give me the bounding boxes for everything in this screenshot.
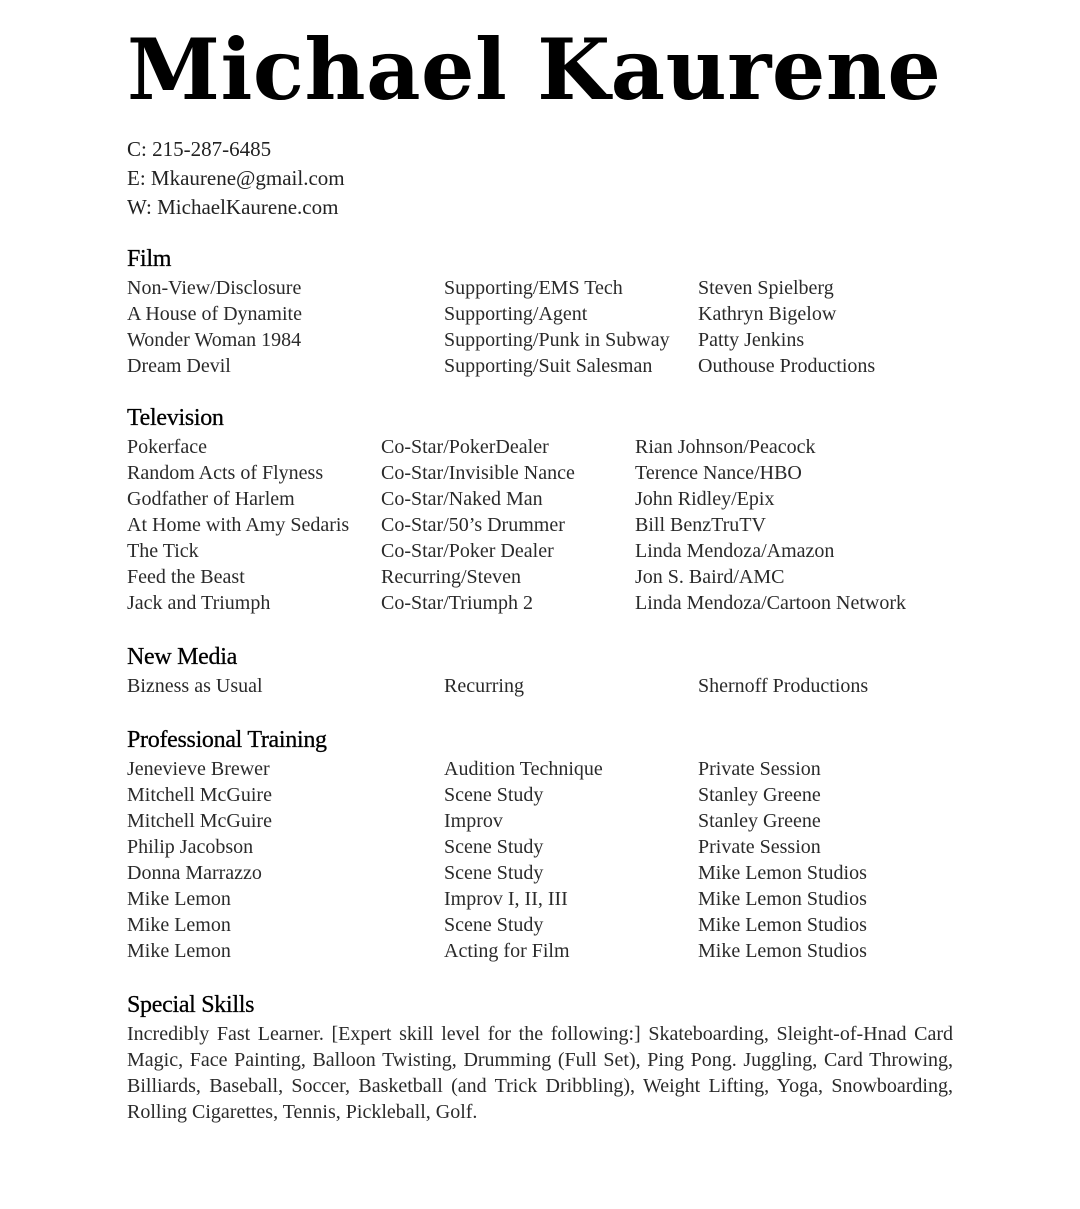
credit-row — [127, 327, 957, 353]
credit-role: Supporting/Agent — [444, 303, 588, 325]
credit-title: Mike Lemon — [127, 888, 231, 910]
credit-title: At Home with Amy Sedaris — [127, 514, 350, 536]
credit-role: Recurring — [444, 675, 524, 697]
section-heading-skills: Special Skills — [127, 992, 255, 1018]
training-section — [127, 725, 957, 964]
section-heading-television: Television — [127, 405, 224, 431]
credit-row — [127, 756, 957, 782]
credit-role: Co-Star/Poker Dealer — [381, 540, 554, 562]
credit-role: Co-Star/Triumph 2 — [381, 592, 534, 614]
credit-row — [127, 782, 957, 808]
credit-title: Dream Devil — [127, 355, 231, 377]
credit-title: Jack and Triumph — [127, 592, 271, 614]
credit-title: Donna Marrazzo — [127, 862, 262, 884]
credit-title: Wonder Woman 1984 — [127, 329, 302, 351]
television-credits — [127, 434, 957, 616]
credit-row — [127, 808, 957, 834]
credit-director: Mike Lemon Studios — [698, 888, 867, 910]
credit-title: Random Acts of Flyness — [127, 462, 324, 484]
credit-director: Shernoff Productions — [698, 675, 869, 697]
credit-director: Kathryn Bigelow — [698, 303, 837, 325]
credit-director: Linda Mendoza/Cartoon Network — [635, 592, 907, 614]
film-credits — [127, 275, 957, 379]
credit-row — [127, 275, 957, 301]
credit-title: Feed the Beast — [127, 566, 245, 588]
credit-title: The Tick — [127, 540, 199, 562]
credit-role: Audition Technique — [444, 758, 603, 780]
credit-role: Supporting/Punk in Subway — [444, 329, 670, 351]
credit-title: Bizness as Usual — [127, 675, 263, 697]
credit-role: Improv I, II, III — [444, 888, 568, 910]
credit-role: Supporting/Suit Salesman — [444, 355, 653, 377]
credit-row — [127, 460, 957, 486]
credit-role: Co-Star/PokerDealer — [381, 436, 549, 458]
skills-section — [127, 990, 957, 1125]
credit-director: Stanley Greene — [698, 784, 821, 806]
credit-director: Bill BenzTruTV — [635, 514, 766, 536]
credit-row — [127, 512, 957, 538]
credit-row — [127, 564, 957, 590]
credit-title: Pokerface — [127, 436, 207, 458]
credit-title: Mitchell McGuire — [127, 810, 272, 832]
phone-number: C: 215-287-6485 — [127, 137, 272, 161]
section-heading-new-media: New Media — [127, 644, 237, 670]
section-heading-training: Professional Training — [127, 727, 327, 753]
credit-row — [127, 912, 957, 938]
credit-row — [127, 673, 957, 699]
credit-director: Private Session — [698, 758, 821, 780]
credit-title: Godfather of Harlem — [127, 488, 295, 510]
credit-director: Steven Spielberg — [698, 277, 834, 299]
credit-director: John Ridley/Epix — [635, 488, 775, 510]
credit-director: Mike Lemon Studios — [698, 862, 867, 884]
credit-row — [127, 434, 957, 460]
section-heading-film: Film — [127, 246, 172, 272]
credit-role: Scene Study — [444, 862, 544, 884]
credit-role: Improv — [444, 810, 503, 832]
credit-director: Terence Nance/HBO — [635, 462, 802, 484]
credit-role: Co-Star/Invisible Nance — [381, 462, 575, 484]
credit-director: Outhouse Productions — [698, 355, 876, 377]
credit-role: Scene Study — [444, 784, 544, 806]
new-media-section — [127, 642, 957, 699]
credit-director: Rian Johnson/Peacock — [635, 436, 816, 458]
credit-title: A House of Dynamite — [127, 303, 302, 325]
credit-title: Philip Jacobson — [127, 836, 254, 858]
credit-title: Mike Lemon — [127, 940, 231, 962]
credit-row — [127, 590, 957, 616]
credit-row — [127, 938, 957, 964]
skills-text: Incredibly Fast Learner. [Expert skill level for the following:] Skateboarding, Sleight-of-Hnad Card Magic, Face Painting, Balloon Twisting, Drumming (Full Set), Ping Pong. Juggling, Card Throwing, Billiards, Baseball, Soccer, Basketball (and Trick Dribbling), Weight Lifting, Yoga, Snowboarding, Rolling Cigarettes, Tennis, Pickleball, Golf. — [127, 1023, 953, 1123]
credit-row — [127, 860, 957, 886]
credit-director: Mike Lemon Studios — [698, 914, 867, 936]
credit-role: Scene Study — [444, 914, 544, 936]
credit-role: Acting for Film — [444, 940, 570, 962]
credit-title: Mike Lemon — [127, 914, 231, 936]
credit-title: Non-View/Disclosure — [127, 277, 302, 299]
credit-title: Jenevieve Brewer — [127, 758, 270, 780]
contact-block — [127, 135, 345, 222]
credit-role: Co-Star/50’s Drummer — [381, 514, 565, 536]
email-address: E: Mkaurene@gmail.com — [127, 166, 345, 190]
credit-role: Co-Star/Naked Man — [381, 488, 543, 510]
credit-role: Recurring/Steven — [381, 566, 521, 588]
credit-director: Linda Mendoza/Amazon — [635, 540, 835, 562]
credit-role: Supporting/EMS Tech — [444, 277, 623, 299]
credit-director: Patty Jenkins — [698, 329, 805, 351]
actor-name: Michael Kaurene — [127, 20, 942, 119]
website-url: W: MichaelKaurene.com — [127, 195, 339, 219]
new-media-credits — [127, 673, 957, 699]
credit-title: Mitchell McGuire — [127, 784, 272, 806]
credit-director: Private Session — [698, 836, 821, 858]
credit-row — [127, 886, 957, 912]
credit-row — [127, 486, 957, 512]
training-list — [127, 756, 957, 964]
credit-row — [127, 834, 957, 860]
film-section — [127, 244, 957, 379]
credit-director: Mike Lemon Studios — [698, 940, 867, 962]
credit-director: Stanley Greene — [698, 810, 821, 832]
television-section — [127, 403, 957, 616]
credit-row — [127, 301, 957, 327]
credit-role: Scene Study — [444, 836, 544, 858]
credit-director: Jon S. Baird/AMC — [635, 566, 785, 588]
credit-row — [127, 538, 957, 564]
credit-row — [127, 353, 957, 379]
